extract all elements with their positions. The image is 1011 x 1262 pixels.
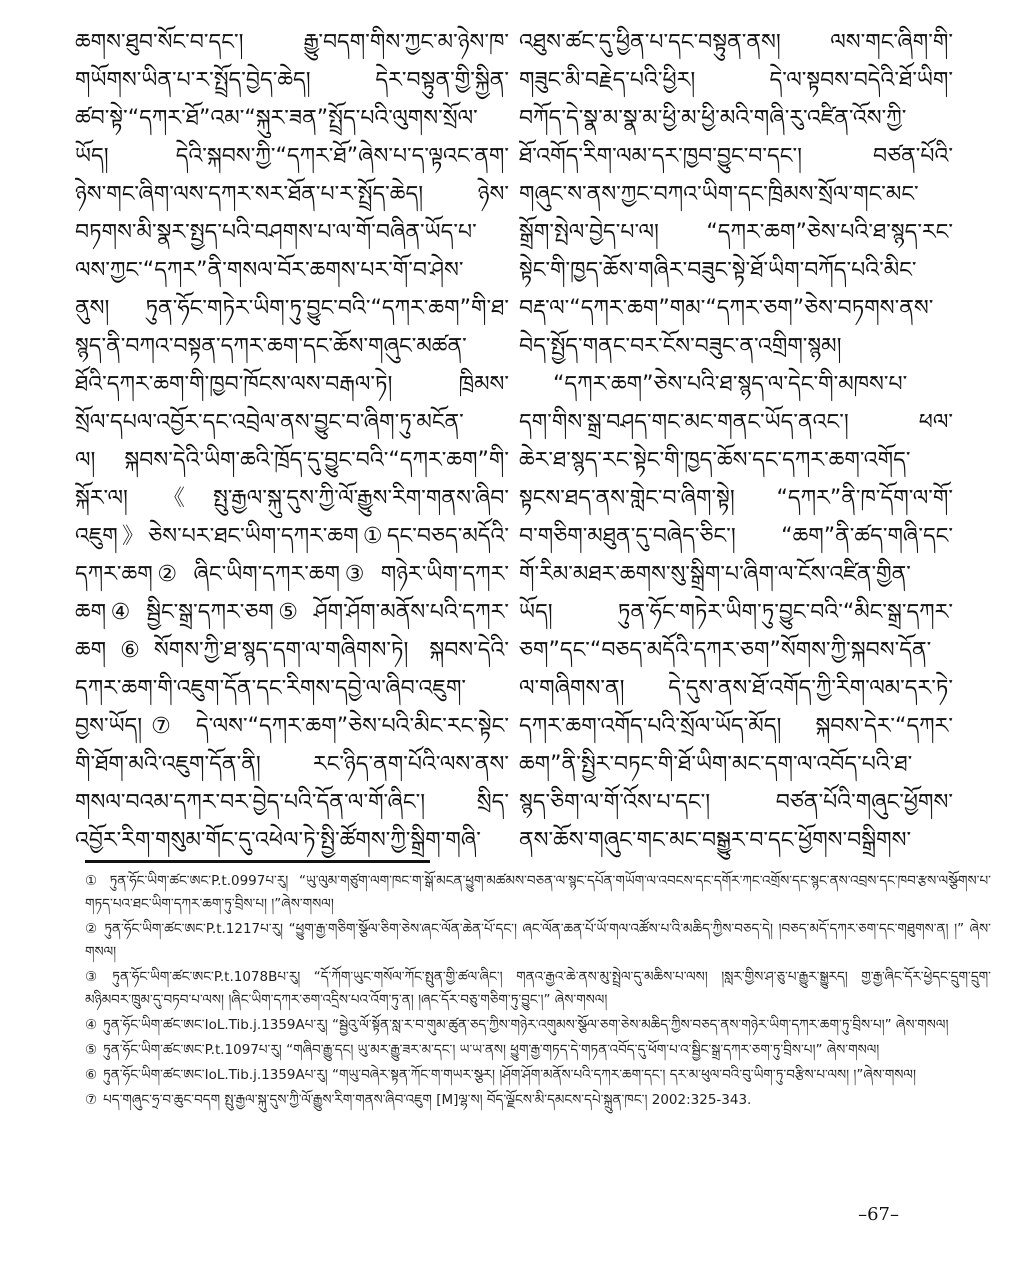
text-line: འཇུག》ཅེས་པར་ཐང་ཡིག་དཀར་ཆག①དང་བཅད་མདོའི་ (75, 524, 509, 549)
text-line: ཆག”ནི་སྤྱིར་བཏང་གི་ཐོ་ཡིག་མང་དག་ལ་འབོད་པའི་ཐ་ (519, 752, 913, 777)
text-line: སྟེང་གི་ཁྱད་ཆོས་གཞིར་བཟུང་སྟེ་ཐོ་ཡིག་བཀོད་པའི་མིང་ (519, 258, 917, 283)
text-line: སྙད་ནི་བཀའ་བསྟན་དཀར་ཆག་དང་ཆོས་གཞུང་མཚན་ (75, 334, 467, 359)
footnote-marker: ② (85, 921, 99, 937)
text-line: སྙད་ཅིག་ལ་གོ་འོས་པ་དང་། བཙན་པོའི་གཞུང་ཕྱོགས་ (519, 790, 953, 815)
footnote-marker: ④ (85, 1017, 98, 1033)
text-line: འཐུས་ཚང་དུ་ཕྱིན་པ་དང་བསྟུན་ནས། ལས་གང་ཞིག་གི་ (519, 30, 953, 55)
text-line: ནས་ཆོས་གཞུང་གང་མང་བསྒྱུར་བ་དང་ཕྱོགས་བསྒྲིགས་ (519, 828, 912, 853)
text-line: གཞུང་ས་ནས་ཀྱང་བཀའ་ཡིག་དང་ཁྲིམས་སྲོལ་གང་མང་ (519, 182, 919, 207)
footnote-text: པད་གཞུང་ཧྲ་བ་ཆུང་བདག སྤུ་རྒྱལ་སྐུ་དུས་ཀྱི་ལོ་རྒྱུས་རིག་གནས་ཞིབ་འཇུག [M]ལྷ་ས། བོད་ལྗོངས་མི་དམངས་དཔེ་སྐྲུན་ཁང་། 2002:325-343. (103, 1092, 752, 1108)
footnote-text: ཏུན་ཧོང་ཡིག་ཚང་ཨང་P.t.1078Bཔ་རུ། “དོ་ཀོག་ཡུང་གསོལ་ཀོང་སྤུན་གྱི་ཚལ་ཞིང་། གནའ་རྒྱའ་ཆེ་ནས་མུ་སྤྲེལ་དུ་མཆིས་པ་ལས། །སླར་གྱིས་ཤ་ཅུ་པ་རྒྱུར་སྒྱུརད། གྱ་རྒྱ་ཞིང་དོར་ཕྱེདང་དྲུག་དྲུག་མཉིམབར་ཁྲུམ་དུ་བཏབ་པ་ལས། །ཞིང་ཡིག་དཀར་ཅག་འདྲིས་པའ་འོག་ཏུ་ན། །ཞང་དོར་བཅུ་གཅིག་ཏུ་བྱུང་།” ཞེས་གསལ། (85, 969, 991, 1008)
text-line: གཟུང་མི་བརྗེད་པའི་ཕྱིར། དེ་ལ་སྟབས་བདེའི་ཐོ་ཡིག་ (519, 68, 953, 93)
footnote-item (85, 966, 991, 1012)
text-line: བཏགས་མི་སྣར་སྤྱད་པའི་བཤགས་པ་ལ་གོ་བཞིན་ཡོད་པ་ (75, 220, 477, 245)
text-line: བྱས་ཡོད།⑦ དེ་ལས་“དཀར་ཆག”ཅེས་པའི་མིང་རང་སྟེང་ (75, 714, 509, 739)
text-line: ཆེར་ཐ་སྙད་རང་སྟེང་གི་ཁྱད་ཆོས་དང་དཀར་ཆག་འགོད་ (519, 448, 911, 473)
footnote-item (85, 1064, 991, 1087)
right-column (519, 24, 953, 860)
text-line: ལས་ཀྱང་“དཀར”ནི་གསལ་བོར་ཆགས་པར་གོ་བ་ཤེས་ (75, 258, 464, 283)
text-line: གི་ཐོག་མའི་འཇུག་དོན་ནི། རང་ཉིད་ནག་པོའི་ལས་ནས་ (75, 752, 509, 777)
footnote-marker: ① (85, 873, 104, 889)
text-line: ནུས། ཏུན་ཧོང་གཏེར་ཡིག་ཏུ་བྱུང་བའི་“དཀར་ཆག”གི་ཐ་ (75, 296, 509, 321)
footnote-marker: ⑤ (85, 1042, 98, 1058)
text-line: དཀར་ཆག② ཞིང་ཡིག་དཀར་ཆག③ གཉེར་ཡིག་དཀར་ (75, 562, 509, 587)
text-line: སྒྲོག་སྤེལ་བྱེད་པ་ལ། “དཀར་ཆག”ཅེས་པའི་ཐ་སྙད་རང་ (519, 220, 953, 245)
text-line: ཐོའི་དཀར་ཆག་གི་ཁྱབ་ཁོངས་ལས་བརྒལ་ཏེ། ཁྲིམས་ (75, 372, 509, 397)
text-line: སྐོར་ལ། 《སྤུ་རྒྱལ་སྐུ་དུས་ཀྱི་ལོ་རྒྱུས་རིག་གནས་ཞིབ་ (75, 486, 509, 511)
text-line: ལ། སྐབས་དེའི་ཡིག་ཆའི་ཁྲོད་དུ་བྱུང་བའི་“དཀར་ཆག”གི་ (75, 448, 509, 473)
text-line: ཆག④ སྦྱིང་སྒྲ་དཀར་ཅག⑤ ཤོག་ཤོག་མནོས་པའི་དཀར་ (75, 600, 509, 625)
footnote-text: ཏུན་ཧོང་ཡིག་ཚང་ཨང་P.t.1217པ་རུ། “ཕྱུག་རྒྱ་གཅིག་སྩོལ་ཅིག་ཅེས་ཞང་ལོན་ཆེན་པོ་དང་། ཞང་ལོན་ཆན་པོ་ཡོ་གལ་འཚོས་པ་འི་མཆིད་ཀྱིས་བཅད་དེ། །བཅད་མདོ་དཀར་ཅག་དང་གཐུགས་ན། །” ཞེས་གསལ། (85, 921, 991, 960)
footnote-text: ཏུན་ཧོང་ཡིག་ཚང་ཨང་P.t.0997པ་རུ། “ཡུ་ལུམ་གཙུག་ལག་ཁང་ག་སྒོ་མངན་ཕྱུག་མཚམས་བཅན་ལ་སྙང་དཔོན་གཡོག་ལ་འབངས་དང་དགོར་ཀང་འགྲོས་དང་སྙང་ནས་འབྲས་དང་ཁབ་རྩས་ལསྩོགས་པ་གཏད་པའ་ཐང་ཡིག་དཀར་ཆག་ཏུ་བྲིས་པ། །”ཞེས་གསལ། (85, 873, 991, 912)
text-line: ཚབ་སྟེ་“དཀར་ཐོ”འམ་“སྐུར་ཟན”སྤྲོད་པའི་ལུགས་སྲོལ་ (75, 106, 478, 131)
footnote-item (85, 1039, 991, 1062)
footnote-text: ཏུན་ཧོང་ཡིག་ཚང་ཨང་IoL.Tib.j.1359Aཔ་རུ། “གཡུ་བཞེར་སྟན་ཀོང་ག་གཡར་སྩར། །ཤོག་ཤོག་མནོས་པའི་དཀར་ཆག་དང་། དར་མ་ཕུལ་བའི་བུ་ཡིག་ཏུ་བརྩིས་པ་ལས། །”ཞེས་གསལ། (103, 1067, 916, 1083)
text-line: བེད་སྤྱོད་གནང་བར་ངོས་བཟུང་ན་འགྲིག་སྙམ། (519, 334, 842, 359)
text-line: འབྱོར་རིག་གསུམ་གོང་དུ་འཕེལ་ཏེ་སྤྱི་ཚོགས་ཀྱི་སྒྲིག་གཞི་ (75, 828, 481, 853)
text-line: བརྡ་ལ་“དཀར་ཆག”གམ་“དཀར་ཅག”ཅེས་བཏགས་ནས་ (519, 296, 934, 321)
text-line: གོ་རིམ་མཐར་ཆགས་སུ་སྒྲིག་པ་ཞིག་ལ་ངོས་འཛིན་གྱིན་ (519, 562, 911, 587)
left-column (75, 24, 509, 860)
page-number: –67– (858, 1204, 899, 1225)
footnote-separator (85, 860, 430, 863)
text-line: “དཀར་ཆག”ཅེས་པའི་ཐ་སྙད་ལ་དེང་གི་མཁས་པ་ (553, 372, 908, 397)
text-line: ཡོད། ཏུན་ཧོང་གཏེར་ཡིག་ཏུ་བྱུང་བའི་“མིང་སྒྲ་དཀར་ (519, 600, 953, 625)
body-text (75, 24, 953, 860)
text-line: སྲོལ་དཔལ་འབྱོར་དང་འབྲེལ་ནས་བྱུང་བ་ཞིག་ཏུ་མངོན་ (75, 410, 464, 435)
text-line: དག་གིས་སྒྲ་བཤད་གང་མང་གནང་ཡོད་ནའང་། ཕལ་ (519, 410, 953, 435)
footnote-marker: ③ (85, 969, 107, 985)
footnotes-section (85, 870, 991, 1114)
footnote-item (85, 1014, 991, 1037)
text-line: དཀར་ཆག་གི་འཇུག་དོན་དང་རིགས་དབྱེ་ལ་ཞིབ་འཇུག་ (75, 676, 467, 701)
text-line: གཡོགས་ཡིན་པ་ར་སྤྲོད་བྱེད་ཆེད། དེར་བསྟུན་གྱི་སྐྱིན་ (75, 68, 509, 93)
text-line: ཅག”དང་“བཅད་མདོའི་དཀར་ཅག”སོགས་ཀྱི་སྐབས་དོན་ (519, 638, 932, 663)
text-line: བཀོད་དེ་སྣ་མ་སྣ་མ་ཕྱི་མ་ཕྱི་མའི་གཞི་རུ་འཛིན་འོས་ཀྱི་ (519, 106, 907, 131)
footnote-item (85, 918, 991, 964)
footnote-marker: ⑥ (85, 1067, 98, 1083)
footnote-text: ཏུན་ཧོང་ཡིག་ཚང་ཨང་IoL.Tib.j.1359Aཔ་རུ། “སྦྱེའུ་ལོ་སྟོན་སླ་ར་བ་གུམ་ཚུན་ཅད་ཀྱིས་གཉེར་འགུམས་སྩོལ་ཅག་ཅེས་མཆིད་ཀྱིས་བཅད་ནས་གཉེར་ཡིག་དཀར་ཆག་ཏུ་བྲིས་པ།” ཞེས་གསལ། (103, 1017, 949, 1033)
text-line: སྟངས་ཐད་ནས་གླེང་བ་ཞིག་སྟེ། “དཀར”ནི་ཁ་དོག་ལ་གོ་ (519, 486, 953, 511)
text-line: ཉེས་གང་ཞིག་ལས་དཀར་སར་ཐོན་པ་ར་སྤྲོད་ཆེད། ཉེས་ (75, 182, 509, 207)
text-line: ཡོད། དེའི་སྐབས་ཀྱི་“དཀར་ཐོ”ཞེས་པ་ད་ལྟའང་ནག་ (75, 144, 509, 169)
footnote-item (85, 1089, 991, 1112)
footnote-item (85, 870, 991, 916)
text-line: ཆགས་ཐུབ་སོང་བ་དང་། རྒྱུ་བདག་གིས་ཀྱང་མ་ཉེས་ཁ་ (75, 30, 509, 55)
text-line: གསལ་བའམ་དཀར་བར་བྱེད་པའི་དོན་ལ་གོ་ཞིང་། སྲིད་ (75, 790, 509, 815)
text-line: བ་གཅིག་མཐུན་དུ་བཞེད་ཅིང་། “ཆག”ནི་ཚད་གཞི་དང་ (519, 524, 953, 549)
footnote-marker: ⑦ (85, 1092, 98, 1108)
text-line: ཆག⑥སོགས་ཀྱི་ཐ་སྙད་དག་ལ་གཞིགས་ཏེ། སྐབས་དེའི་ (75, 638, 509, 663)
text-line: དཀར་ཆག་འགོད་པའི་སྲོལ་ཡོད་མོད། སྐབས་དེར་“དཀར་ (519, 714, 953, 739)
footnote-text: ཏུན་ཧོང་ཡིག་ཚང་ཨང་P.t.1097པ་རུ། “གཞིབ་རྒྱུ་དང། ཡུ་མར་རྒྱུ་ཟར་མ་དང་། ཡ་ཡ་ནས། ཕྱུག་རྒྱ་གཏད་དེ་གཏན་འབོད་དུ་ཕོག་པ་འ་སྦྱིང་སྒྲ་དཀར་ཅག་ཏུ་བྲིས་པ།” ཞེས་གསལ། (103, 1042, 880, 1058)
text-line: ཐོ་འགོད་རིག་ལམ་དར་ཁྱབ་བྱུང་བ་དང་། བཙན་པོའི་ (519, 144, 953, 169)
text-line: ལ་གཞིགས་ན། དེ་དུས་ནས་ཐོ་འགོད་ཀྱི་རིག་ལམ་དར་ཏེ་ (519, 676, 953, 701)
